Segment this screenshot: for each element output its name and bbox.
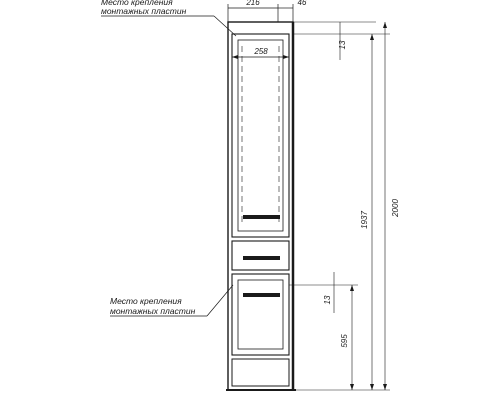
dimension-top-offset: 13 (338, 40, 347, 50)
upper-door (232, 34, 289, 237)
right-dimensions (289, 22, 400, 390)
callout-bottom-line2: монтажных пластин (110, 306, 196, 316)
inner-width-dimension (232, 47, 289, 59)
callout-top-leader (214, 16, 236, 36)
lower-door (232, 274, 289, 386)
upper-door-handle-icon (243, 215, 280, 219)
callout-bottom (110, 285, 233, 316)
callout-bottom-line1: Место крепления (110, 296, 182, 306)
dimension-bottom-offset: 13 (323, 295, 332, 305)
callout-top-line2: монтажных пластин (101, 6, 187, 16)
callout-top (101, 0, 236, 36)
dimension-inner-width: 258 (254, 47, 268, 56)
dimension-mount-height-bottom: 595 (340, 334, 349, 348)
lower-door-handle-icon (243, 293, 280, 297)
cabinet-body (226, 22, 296, 390)
cabinet-plinth (232, 359, 289, 386)
dimension-top-depth: 46 (297, 0, 307, 7)
middle-drawer (232, 241, 289, 270)
dimension-top-width: 216 (246, 0, 260, 7)
dimension-mount-height-top: 1937 (360, 211, 369, 229)
callout-top-line1: Место крепления (101, 0, 173, 7)
callout-bottom-leader (207, 285, 233, 316)
lower-door-frame (232, 274, 289, 355)
upper-door-frame (232, 34, 289, 237)
lower-door-panel (238, 280, 283, 349)
dimension-total-height: 2000 (391, 199, 400, 217)
top-dimensions (228, 0, 307, 22)
middle-drawer-frame (232, 241, 289, 270)
middle-drawer-handle-icon (243, 256, 280, 260)
upper-door-panel (238, 40, 283, 231)
